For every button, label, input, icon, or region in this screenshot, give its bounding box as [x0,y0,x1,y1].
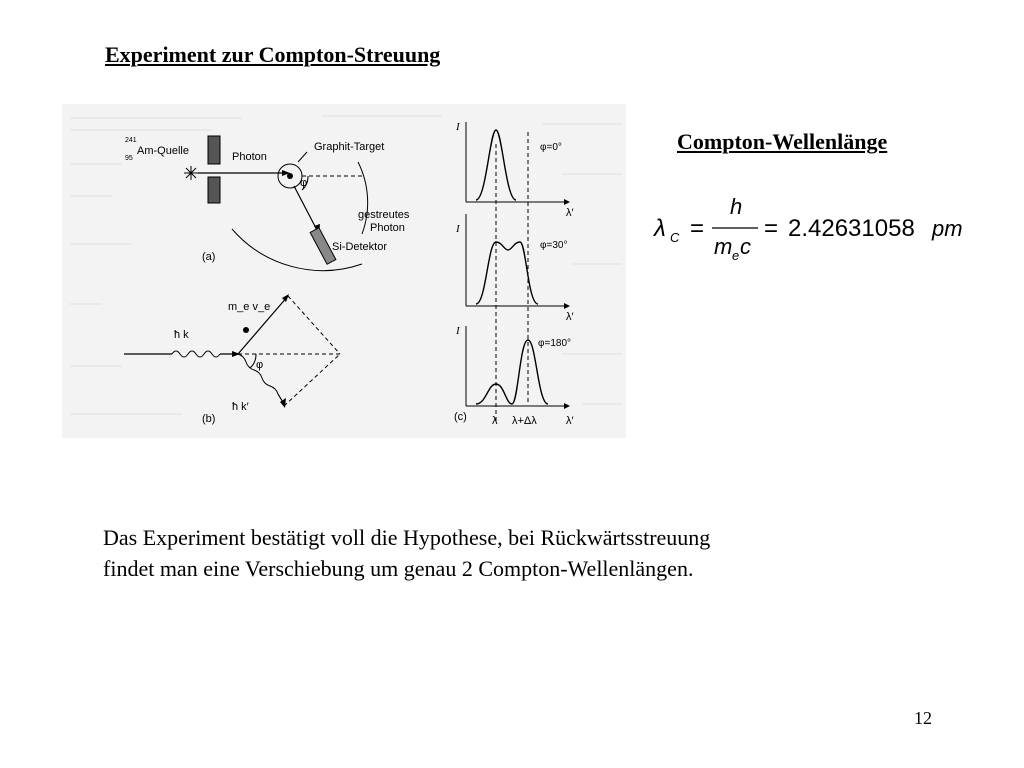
target-label: Graphit-Target [314,141,385,153]
compton-value: 2.42631058 [788,215,915,242]
slide-title: Experiment zur Compton-Streuung [105,42,441,67]
x-label-0: λ′ [566,207,574,219]
equals-sign-1: = [690,215,705,242]
angle-0-label: φ=0° [540,142,562,153]
conclusion-line-2: findet man eine Verschiebung um genau 2 Compton-Wellenlängen. [103,556,694,581]
isotope-number: 95 [125,155,133,162]
outgoing-momentum-label: ħ k′ [232,401,249,413]
compton-wavelength-formula [650,190,980,270]
lambda-shift-label: λ+Δλ [512,415,537,427]
value-unit: pm [932,216,963,241]
page-number: 12 [914,708,932,728]
equals-sign-2: = [764,215,779,242]
lambda-symbol: λ [654,215,666,242]
scattered-label-2: Photon [370,222,405,234]
conclusion-line-1: Das Experiment bestätigt voll die Hypothese, bei Rückwärtsstreuung [103,525,711,550]
panel-a-label: (a) [202,251,216,263]
denominator-m: m [714,234,733,259]
isotope-mass: 241 [125,137,137,144]
detector-label: Si-Detektor [332,241,388,253]
angle-30-label: φ=30° [540,240,568,251]
conclusion-text [103,522,923,584]
electron-dot [243,327,249,333]
electron-momentum-label: m_e v_e [228,301,271,313]
collimator-bottom [208,177,220,203]
scattered-label-1: gestreutes [358,209,410,221]
section-subtitle: Compton-Wellenlänge [677,129,888,154]
x-label-180: λ′ [566,415,574,427]
y-label-180: I [456,325,460,337]
incoming-momentum-label: ħ k [174,329,189,341]
panel-b-label: (b) [202,413,216,425]
x-label-30: λ′ [566,311,574,323]
lambda-subscript: C [670,230,680,245]
compton-experiment-figure [62,104,626,438]
source-label: Am-Quelle [137,145,189,157]
angle-180-label: φ=180° [538,338,572,349]
collimator-top [208,136,220,164]
numerator-h: h [730,194,743,219]
source-star-icon [184,166,198,180]
denominator-subscript: e [732,248,740,263]
vector-angle: φ [256,359,264,371]
denominator-c: c [740,234,751,259]
setup-angle: φ [300,177,308,189]
lambda-label: λ [492,415,498,427]
y-label-30: I [456,223,460,235]
y-label-0: I [456,121,460,133]
photon-label: Photon [232,151,267,163]
panel-c-label: (c) [454,411,467,423]
